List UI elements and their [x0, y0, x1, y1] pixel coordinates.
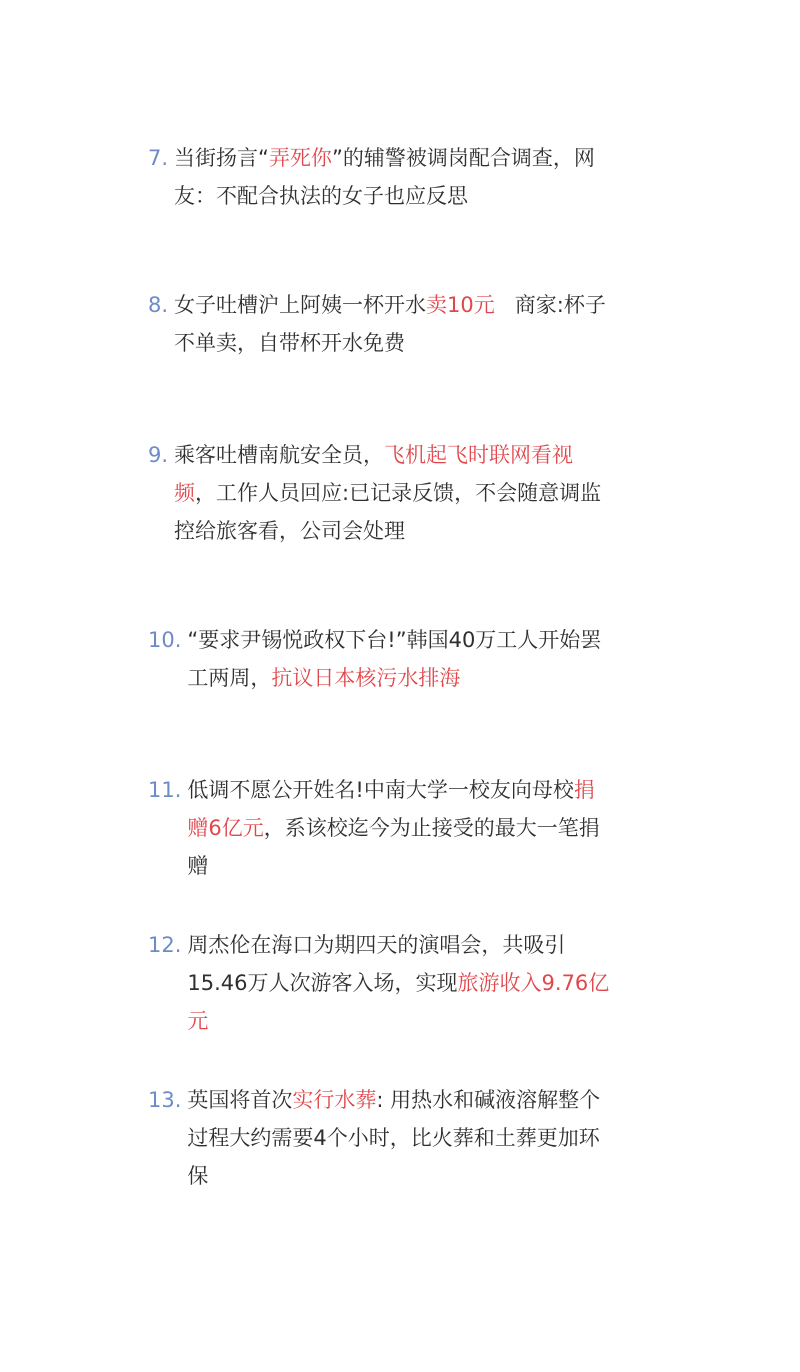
news-item [148, 139, 595, 215]
body-text: 15.46万人次游客入场，实现 [187, 971, 458, 995]
text-line [174, 324, 606, 362]
item-number: 12. [148, 933, 182, 957]
item-text [174, 436, 601, 550]
news-item [148, 926, 609, 1040]
highlight-text: 旅游收入9.76亿 [457, 971, 610, 995]
highlight-text: 飞机起飞时联网看视 [384, 443, 574, 467]
text-line [187, 1157, 600, 1195]
news-item [148, 286, 606, 362]
news-item [148, 436, 601, 550]
text-line [174, 436, 601, 474]
item-number: 9. [148, 443, 169, 467]
news-item [148, 621, 601, 697]
highlight-text: 捐 [573, 778, 595, 802]
text-line [187, 926, 609, 964]
body-text: 女子吐槽沪上阿姨一杯开水 [174, 293, 427, 317]
item-text [187, 621, 601, 697]
text-line [187, 771, 599, 809]
body-text: 控给旅客看，公司会处理 [174, 519, 406, 543]
news-item [148, 1081, 600, 1195]
text-line [174, 177, 595, 215]
body-text: 商家:杯子 [494, 293, 606, 317]
body-text: 赠 [187, 854, 209, 878]
item-number: 13. [148, 1088, 182, 1112]
body-text: 工两周， [187, 666, 272, 690]
highlight-text: 抗议日本核污水排海 [271, 666, 461, 690]
highlight-text: 元 [187, 1009, 209, 1033]
text-line [174, 512, 601, 550]
item-text [174, 139, 595, 215]
item-text [187, 926, 609, 1040]
item-number: 10. [148, 628, 182, 652]
highlight-text: 频 [174, 481, 196, 505]
item-number: 8. [148, 293, 169, 317]
text-line [187, 847, 599, 885]
text-line [187, 809, 599, 847]
text-line [187, 659, 601, 697]
highlight-text: 弄死你 [268, 146, 332, 170]
item-number: 11. [148, 778, 182, 802]
item-number: 7. [148, 146, 169, 170]
item-text [187, 771, 599, 885]
body-text: “要求尹锡悦政权下台!”韩国40万工人开始罢 [187, 628, 602, 652]
body-text: 低调不愿公开姓名!中南大学一校友向母校 [187, 778, 574, 802]
body-text: 英国将首次 [187, 1088, 293, 1112]
text-line [174, 474, 601, 512]
body-text: 乘客吐槽南航安全员， [174, 443, 385, 467]
text-line [174, 286, 606, 324]
body-text: 保 [187, 1164, 209, 1188]
text-line [187, 1081, 600, 1119]
highlight-text: 赠6亿元 [187, 816, 264, 840]
body-text: 当街扬言“ [174, 146, 269, 170]
text-line [187, 621, 601, 659]
news-item [148, 771, 600, 885]
body-text: 周杰伦在海口为期四天的演唱会，共吸引 [187, 933, 566, 957]
body-text: 不单卖，自带杯开水免费 [174, 331, 406, 355]
body-text: ，系该校迄今为止接受的最大一笔捐 [263, 816, 600, 840]
body-text: ，工作人员回应:已记录反馈，不会随意调监 [195, 481, 602, 505]
body-text: ”的辅警被调岗配合调查，网 [331, 146, 595, 170]
text-line [187, 1119, 600, 1157]
highlight-text: 实行水葬 [292, 1088, 377, 1112]
item-text [187, 1081, 600, 1195]
body-text: 友：不配合执法的女子也应反思 [174, 184, 469, 208]
text-line [187, 1002, 609, 1040]
item-text [174, 286, 606, 362]
text-line [174, 139, 595, 177]
text-line [187, 964, 609, 1002]
body-text: 过程大约需要4个小时，比火葬和土葬更加环 [187, 1126, 600, 1150]
body-text: : 用热水和碱液溶解整个 [376, 1088, 601, 1112]
highlight-text: 卖10元 [426, 293, 495, 317]
